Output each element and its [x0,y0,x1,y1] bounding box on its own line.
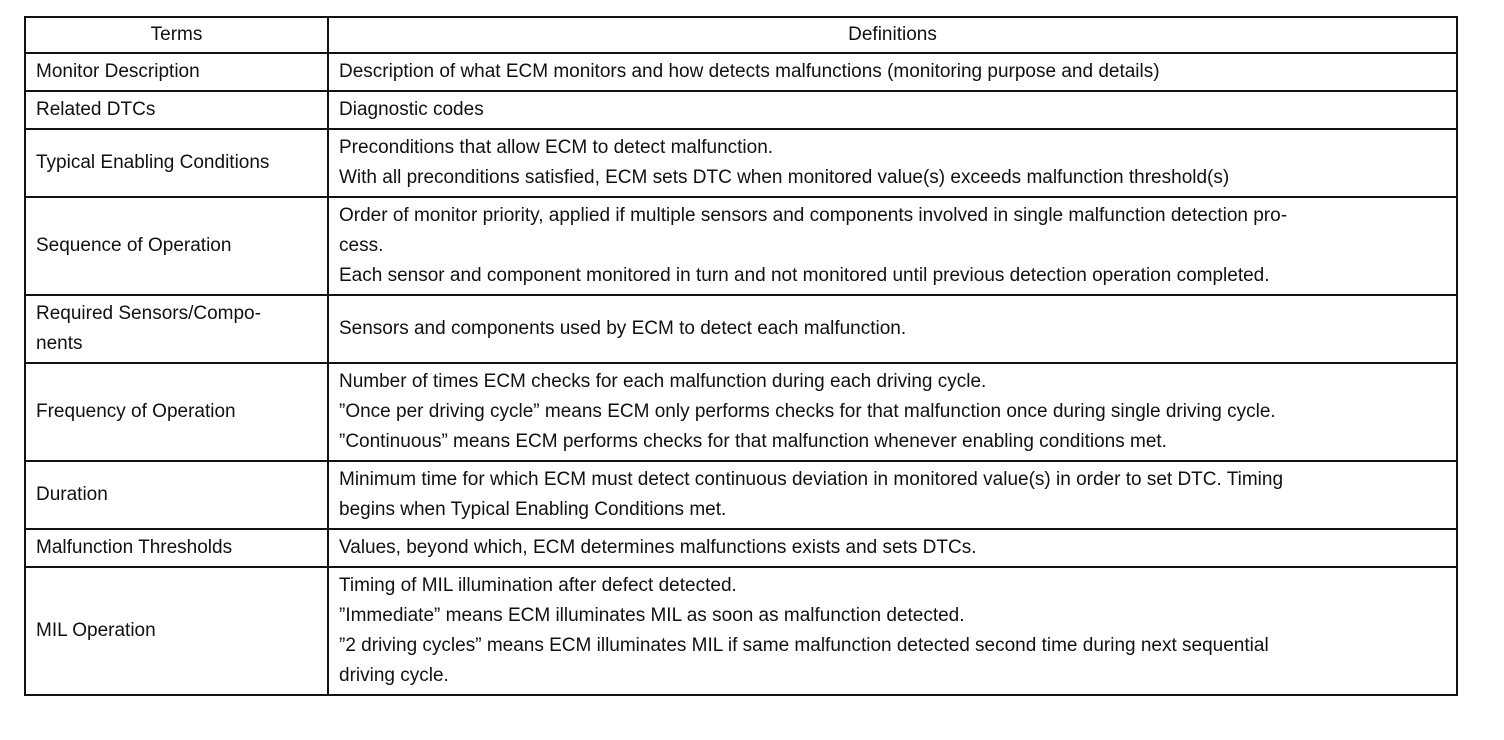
term-cell [25,363,328,461]
table-row [25,567,1457,695]
term-text: Sequence of Operation [36,235,232,256]
table-row [25,53,1457,91]
definition-line: Values, beyond which, ECM determines malfunctions exists and sets DTCs. [339,537,977,558]
definition-line: Timing of MIL illumination after defect detected. [339,575,737,596]
definition-cell [328,197,1457,295]
table-row [25,197,1457,295]
table-body [25,53,1457,695]
table-row [25,91,1457,129]
term-cell [25,529,328,567]
definition-line: Diagnostic codes [339,99,484,120]
header-definitions: Definitions [328,17,1457,53]
definition-line: ”Continuous” means ECM performs checks for that malfunction whenever enabling conditions met. [339,431,1167,452]
definition-line: Description of what ECM monitors and how detects malfunctions (monitoring purpose and details) [339,61,1160,82]
term-text: Frequency of Operation [36,401,236,422]
term-cell [25,295,328,363]
header-terms: Terms [25,17,328,53]
term-text: Malfunction Thresholds [36,537,233,558]
definition-line: begins when Typical Enabling Conditions met. [339,499,727,520]
definition-cell [328,567,1457,695]
definition-cell [328,53,1457,91]
table-row [25,129,1457,197]
term-text: Monitor Description [36,61,200,82]
term-text: Duration [36,484,108,505]
document-page [24,16,1456,696]
term-cell [25,197,328,295]
term-text: nents [36,333,83,354]
definition-line: Number of times ECM checks for each malfunction during each driving cycle. [339,371,987,392]
definition-line: driving cycle. [339,665,449,686]
definition-line: cess. [339,235,384,256]
header-row [25,17,1457,53]
term-cell [25,461,328,529]
definition-cell [328,363,1457,461]
definition-line: ”2 driving cycles” means ECM illuminates MIL if same malfunction detected second time during next sequential [339,635,1269,656]
term-text: MIL Operation [36,620,156,641]
term-cell [25,91,328,129]
term-text: Required Sensors/Compo- [36,303,261,324]
term-cell [25,129,328,197]
definition-line: Preconditions that allow ECM to detect malfunction. [339,137,774,158]
definition-line: ”Once per driving cycle” means ECM only performs checks for that malfunction once during single driving cycle. [339,401,1276,422]
definition-cell [328,295,1457,363]
term-cell [25,53,328,91]
definition-line: Sensors and components used by ECM to detect each malfunction. [339,318,907,339]
definition-line: Order of monitor priority, applied if multiple sensors and components involved in single malfunction detection pro- [339,205,1288,226]
table-row [25,363,1457,461]
definition-cell [328,129,1457,197]
term-cell [25,567,328,695]
definition-cell [328,461,1457,529]
term-text: Related DTCs [36,99,156,120]
definition-cell [328,529,1457,567]
definition-line: Each sensor and component monitored in turn and not monitored until previous detection operation completed. [339,265,1270,286]
definition-line: With all preconditions satisfied, ECM sets DTC when monitored value(s) exceeds malfunction threshold(s) [339,167,1230,188]
definition-line: Minimum time for which ECM must detect continuous deviation in monitored value(s) in order to set DTC. Timing [339,469,1284,490]
table-row [25,529,1457,567]
table-row [25,461,1457,529]
terms-definitions-table [24,16,1458,696]
term-text: Typical Enabling Conditions [36,152,270,173]
definition-line: ”Immediate” means ECM illuminates MIL as soon as malfunction detected. [339,605,965,626]
definition-cell [328,91,1457,129]
table-row [25,295,1457,363]
